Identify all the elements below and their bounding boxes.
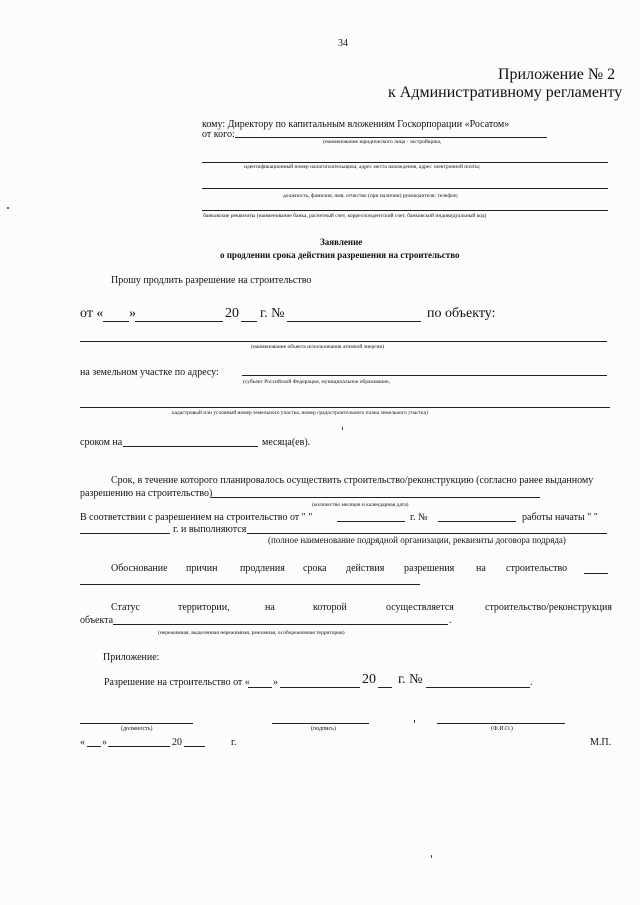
justification-word-2: причин xyxy=(186,563,218,574)
year-prefix: 20 xyxy=(225,306,239,321)
status-word-3: на xyxy=(265,602,275,613)
page-number: 34 xyxy=(338,38,348,49)
scan-speck xyxy=(342,427,343,430)
from-line[interactable] xyxy=(235,137,547,138)
full-name-hint: (Ф.И.О.) xyxy=(491,726,513,732)
sign-date-open: « xyxy=(80,737,85,748)
land-hint: (субъект Российской Федерации, муниципальное образование, xyxy=(243,379,390,385)
territory-hint: (нережимная, выделенная нережимная, режимная, особорежимная территория) xyxy=(158,630,345,636)
number-label: г. № xyxy=(260,306,285,321)
date-open: от « xyxy=(80,306,104,321)
sign-day-field[interactable] xyxy=(87,746,101,747)
permit-month-field[interactable] xyxy=(280,687,360,688)
accordance-number-field[interactable] xyxy=(438,521,516,522)
accordance-month-field[interactable] xyxy=(337,521,405,522)
object-label: объекта xyxy=(80,615,114,626)
territory-dot: . xyxy=(449,615,452,626)
works-started: работы начаты " " xyxy=(522,512,598,523)
status-word-6: строительство/реконструкция xyxy=(485,602,612,613)
position-line[interactable] xyxy=(80,723,193,724)
bank-line[interactable] xyxy=(202,210,608,211)
appendix-subtitle: к Административному регламенту xyxy=(388,84,623,101)
from-hint-1: (наименование юридического лица - застройщика, xyxy=(323,139,442,145)
sign-month-field[interactable] xyxy=(108,746,170,747)
justification-field[interactable] xyxy=(80,584,420,585)
from-hint-3: должность, фамилия, имя, отчество (при наличии) руководителя; телефон; xyxy=(283,193,459,199)
sign-year-field[interactable] xyxy=(184,746,205,747)
justification-field-end[interactable] xyxy=(584,573,608,574)
justification-word-3: продления xyxy=(240,563,285,574)
date-close: » xyxy=(129,306,136,321)
justification-word-5: действия xyxy=(346,563,385,574)
position-hint: (должность) xyxy=(121,726,153,732)
status-word-4: которой xyxy=(313,602,347,613)
permit-attach-number-field[interactable] xyxy=(426,687,530,688)
object-name-line[interactable] xyxy=(80,341,607,342)
statement-title: Заявление xyxy=(320,237,363,247)
sign-year: 20 xyxy=(172,737,182,748)
permit-number-field[interactable] xyxy=(287,321,421,322)
period-hint: (количество месяцев и календарная дата) xyxy=(312,502,409,508)
term-unit: месяца(ев). xyxy=(262,437,311,448)
period-field[interactable] xyxy=(211,497,540,498)
accordance-g: г. № xyxy=(410,512,428,523)
accordance-text: В соответствии с разрешением на строительство от " " xyxy=(80,512,313,523)
permit-year: 20 xyxy=(362,672,376,687)
scan-speck xyxy=(431,855,432,858)
justification-word-1: Обоснование xyxy=(111,563,168,574)
justification-word-8: строительство xyxy=(506,563,568,574)
term-label: сроком на xyxy=(80,437,123,448)
status-word-2: территории, xyxy=(178,602,230,613)
full-name-line[interactable] xyxy=(437,723,565,724)
sign-g: г. xyxy=(231,737,237,748)
by-object-label: по объекту: xyxy=(427,306,496,321)
appendix-title: Приложение № 2 xyxy=(498,66,616,83)
scan-speck xyxy=(7,207,9,209)
status-word-5: осуществляется xyxy=(386,602,454,613)
year-field[interactable] xyxy=(241,321,257,322)
permit-dot: . xyxy=(530,677,533,688)
director-line[interactable] xyxy=(202,188,608,189)
justification-word-6: разрешения xyxy=(404,563,455,574)
signature-line[interactable] xyxy=(272,723,369,724)
statement-subtitle: о продлении срока действия разрешения на строительство xyxy=(220,250,460,260)
month-field[interactable] xyxy=(135,321,223,322)
land-label: на земельном участке по адресу: xyxy=(80,367,219,378)
request-text: Прошу продлить разрешение на строительство xyxy=(111,275,312,286)
permit-text: Разрешение на строительство от « xyxy=(104,677,250,688)
territory-field[interactable] xyxy=(113,624,448,625)
permit-day-field[interactable] xyxy=(248,687,272,688)
contractor-hint: (полное наименование подрядной организации, реквизиты договора подряда) xyxy=(268,535,566,545)
period-text-2: разрешению на строительство) xyxy=(80,488,213,499)
from-hint-4: банковские реквизиты (наименование банка, расчетный счет, корреспондентский счет, банковский индивидуальный код) xyxy=(203,213,487,219)
inn-line[interactable] xyxy=(202,162,608,163)
scan-speck xyxy=(414,720,415,723)
day-field[interactable] xyxy=(103,321,129,322)
permit-year-field[interactable] xyxy=(378,687,392,688)
executed-label: г. и выполняются xyxy=(173,524,247,535)
stamp-label: М.П. xyxy=(590,737,612,748)
justification-word-4: срока xyxy=(303,563,327,574)
sign-date-close: » xyxy=(102,737,107,748)
object-hint: (наименование объекта использования атомной энергии) xyxy=(251,344,385,350)
signature-hint: (подпись) xyxy=(311,726,336,732)
permit-number-label: г. № xyxy=(398,672,423,687)
permit-close: » xyxy=(273,677,278,688)
cadastral-line[interactable] xyxy=(80,407,610,408)
attachment-label: Приложение: xyxy=(103,652,160,663)
works-date-field[interactable] xyxy=(80,533,170,534)
status-word-1: Статус xyxy=(111,602,140,613)
land-address-line[interactable] xyxy=(242,375,607,376)
from-hint-2: идентификационный номер налогоплательщика, адрес места нахождения, адрес электронной почты; xyxy=(244,164,481,170)
contractor-field[interactable] xyxy=(247,533,607,534)
period-text: Срок, в течение которого планировалось осуществить строительство/реконструкцию (согласно ранее выданному xyxy=(111,475,594,486)
justification-word-7: на xyxy=(476,563,486,574)
addressee-to: кому: Директору по капитальным вложениям Госкорпорации «Росатом» xyxy=(202,119,510,130)
addressee-from-label: от кого: xyxy=(202,129,235,140)
cadastral-hint: кадастровый или условный номер земельного участка, номер градостроительного плана земельного участка) xyxy=(172,410,428,416)
term-field[interactable] xyxy=(123,446,258,447)
